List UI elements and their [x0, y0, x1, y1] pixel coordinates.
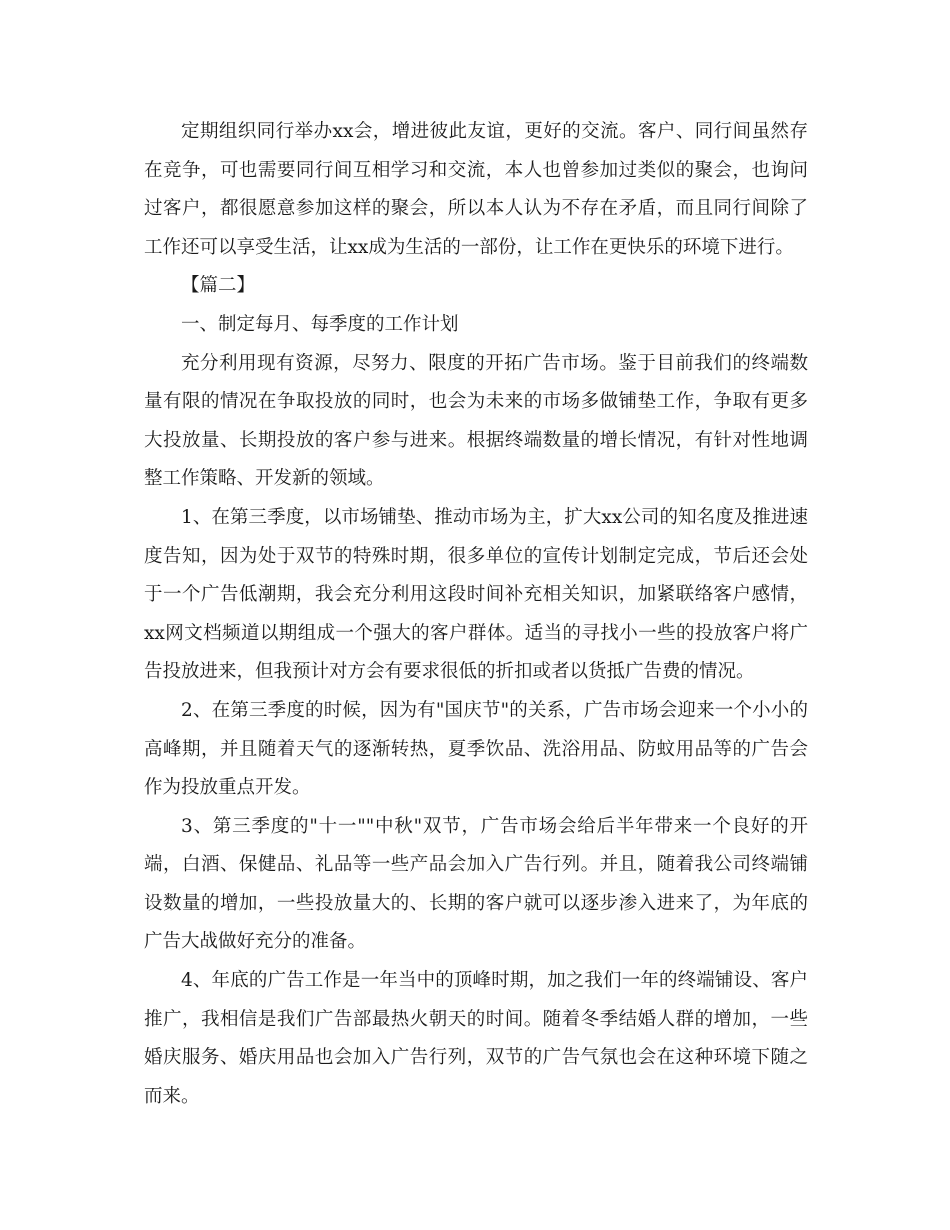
paragraph-item-4: 4、年底的广告工作是一年当中的顶峰时期，加之我们一年的终端铺设、客户推广，我相信是我们广告部最热火朝天的时间。随着冬季结婚人群的增加，一些婚庆服务、婚庆用品也会加入广告行列，双节的广告气氛也会在这种环境下随之而来。 — [144, 970, 808, 1107]
paragraph-resources: 充分利用现有资源，尽努力、限度的开拓广告市场。鉴于目前我们的终端数量有限的情况在争取投放的同时，也会为未来的市场多做铺垫工作，争取有更多大投放量、长期投放的客户参与进来。根据终端数量的增长情况，有针对性地调整工作策略、开发新的领域。 — [144, 352, 808, 490]
section-heading: 【篇二】 — [181, 275, 256, 297]
paragraph-item-1: 1、在第三季度，以市场铺垫、推动市场为主，扩大xx公司的知名度及推进速度告知，因为处于双节的特殊时期，很多单位的宣传计划制定完成，节后还会处于一个广告低潮期，我会充分利用这段时间补充相关知识，加紧联络客户感情，xx网文档频道以期组成一个强大的客户群体。适当的寻找小一些的投放客户将广告投放进来，但我预计对方会有要求很低的折扣或者以货抵广告费的情况。 — [144, 506, 808, 683]
paragraph-item-2: 2、在第三季度的时候，因为有"国庆节"的关系，广告市场会迎来一个小小的高峰期，并且随着天气的逐渐转热，夏季饮品、洗浴用品、防蚊用品等的广告会作为投放重点开发。 — [144, 699, 808, 799]
document-body — [144, 113, 808, 1116]
paragraph-item-3: 3、第三季度的"十一""中秋"双节，广告市场会给后半年带来一个良好的开端，白酒、保健品、礼品等一些产品会加入广告行列。并且，随着我公司终端铺设数量的增加，一些投放量大的、长期的客户就可以逐步渗入进来了，为年底的广告大战做好充分的准备。 — [144, 815, 808, 953]
paragraph-intro: 定期组织同行举办xx会，增进彼此友谊，更好的交流。客户、同行间虽然存在竞争，可也需要同行间互相学习和交流，本人也曾参加过类似的聚会，也询问过客户，都很愿意参加这样的聚会，所以本人认为不存在矛盾，而且同行间除了工作还可以享受生活，让xx成为生活的一部份，让工作在更快乐的环境下进行。 — [144, 121, 808, 258]
subsection-heading: 一、制定每月、每季度的工作计划 — [181, 313, 459, 335]
